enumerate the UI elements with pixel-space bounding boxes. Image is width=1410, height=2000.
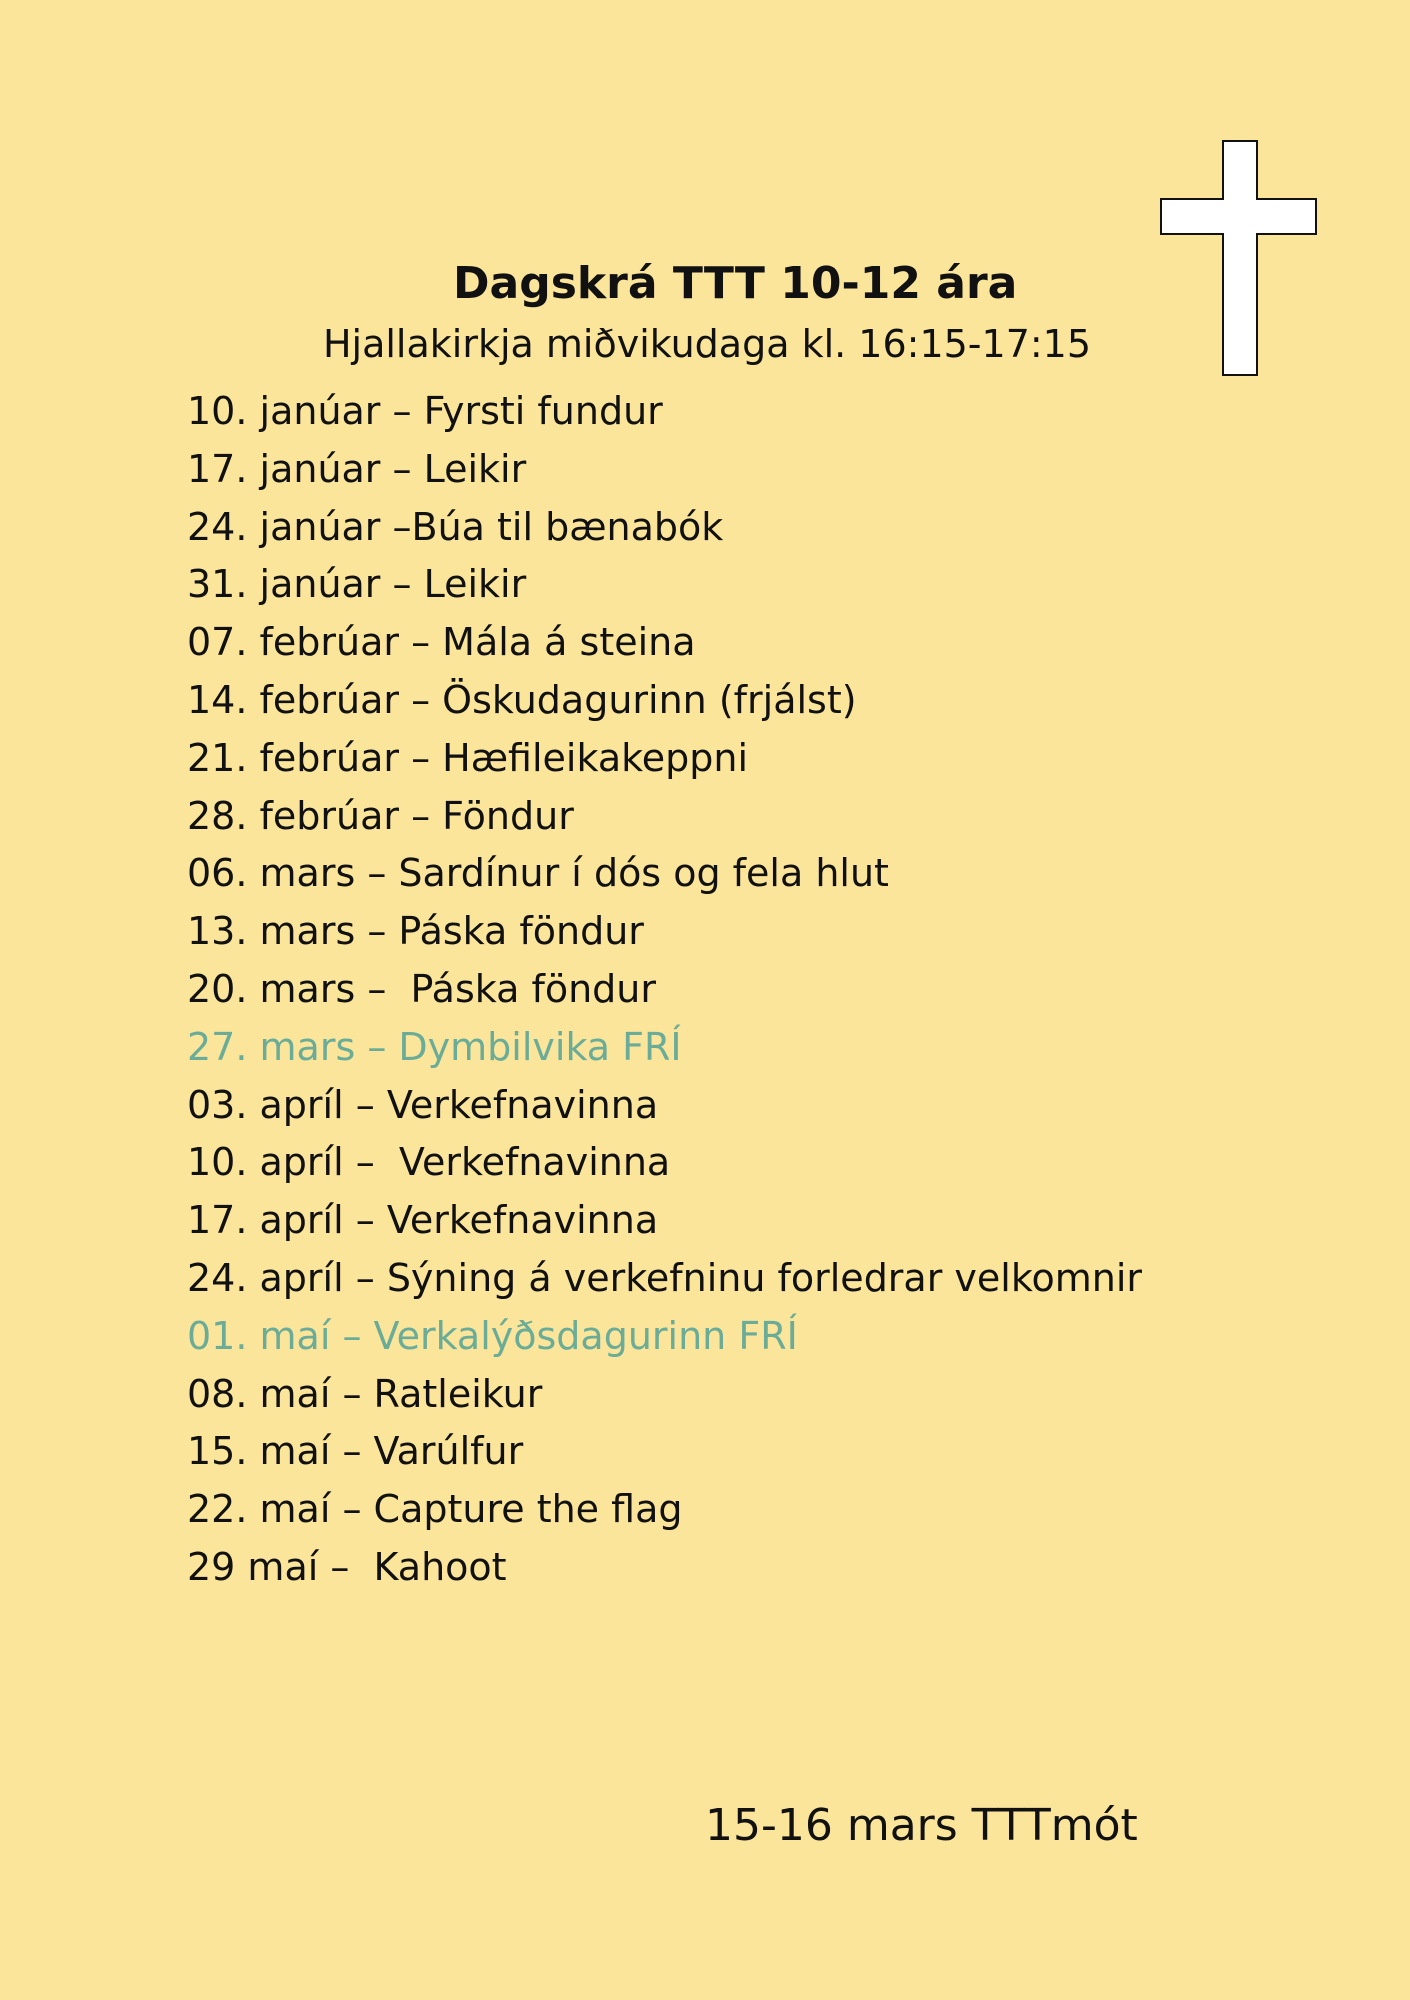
schedule-item: 14. febrúar – Öskudagurinn (frjálst): [187, 677, 857, 722]
schedule-item: 29 maí – Kahoot: [187, 1544, 507, 1589]
schedule-item: 22. maí – Capture the flag: [187, 1487, 683, 1532]
schedule-item: 31. janúar – Leikir: [187, 562, 527, 607]
schedule-item: 28. febrúar – Föndur: [187, 793, 574, 838]
page-subtitle: Hjallakirkja miðvikudaga kl. 16:15-17:15: [322, 322, 1092, 366]
schedule-item-free: 27. mars – Dymbilvika FRÍ: [187, 1024, 682, 1069]
schedule-item: 24. janúar –Búa til bænabók: [187, 504, 724, 549]
schedule-item: 15. maí – Varúlfur: [187, 1429, 524, 1474]
schedule-item: 03. apríl – Verkefnavinna: [187, 1082, 659, 1127]
schedule-item: 08. maí – Ratleikur: [187, 1371, 543, 1416]
schedule-item: 10. apríl – Verkefnavinna: [187, 1140, 671, 1185]
schedule-item: 06. mars – Sardínur í dós og fela hlut: [187, 851, 889, 896]
schedule-item: 10. janúar – Fyrsti fundur: [187, 389, 663, 433]
schedule-list: [187, 382, 1142, 1596]
schedule-item: 24. apríl – Sýning á verkefninu forledrar velkomnir: [187, 1255, 1143, 1300]
schedule-item: 17. janúar – Leikir: [187, 446, 527, 491]
schedule-item: 07. febrúar – Mála á steina: [187, 620, 696, 665]
page-title: Dagskrá TTT 10-12 ára: [453, 258, 1018, 309]
footer-note: 15-16 mars TTTmót: [705, 1800, 1138, 1851]
schedule-item: 17. apríl – Verkefnavinna: [187, 1198, 659, 1243]
cross-icon: [1160, 140, 1317, 376]
schedule-item: 21. febrúar – Hæfileikakeppni: [187, 735, 749, 780]
schedule-item-free: 01. maí – Verkalýðsdagurinn FRÍ: [187, 1313, 798, 1358]
schedule-item: 13. mars – Páska föndur: [187, 909, 644, 954]
schedule-item: 20. mars – Páska föndur: [187, 966, 657, 1011]
